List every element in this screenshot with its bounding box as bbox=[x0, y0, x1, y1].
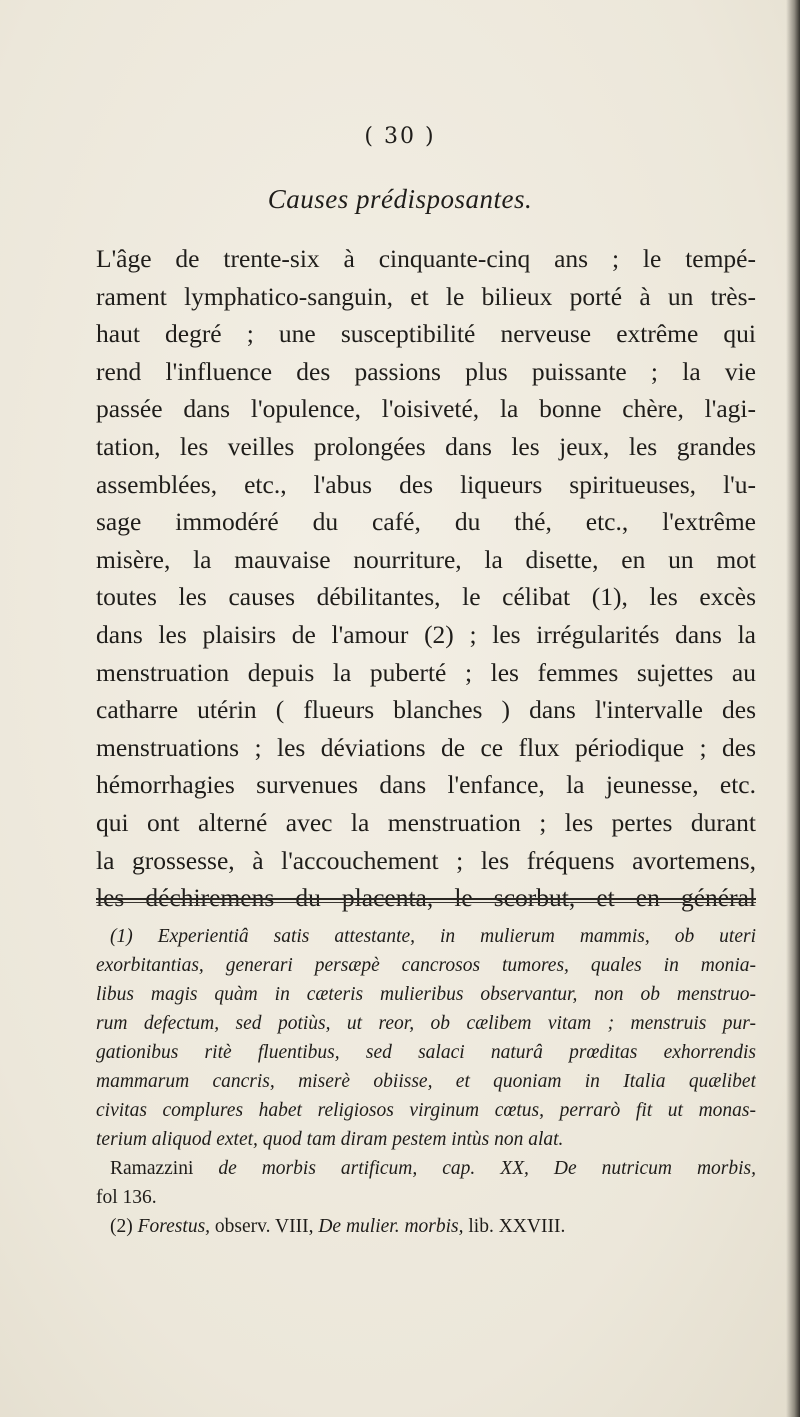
body-line: catharre utérin ( flueurs blanches ) dans l'intervalle des bbox=[96, 695, 756, 725]
body-line: sage immodéré du café, du thé, etc., l'extrême bbox=[96, 507, 756, 537]
body-line: passée dans l'opulence, l'oisiveté, la bonne chère, l'agi- bbox=[96, 394, 756, 424]
body-line: haut degré ; une susceptibilité nerveuse extrême qui bbox=[96, 319, 756, 349]
footnote-1-line: terium aliquod extet, quod tam diram pestem intùs non alat. bbox=[96, 1129, 564, 1150]
footnote-1-line: (1) Experientiâ satis attestante, in mulierum mammis, ob uteri bbox=[110, 926, 756, 947]
footnote-2-observation: observ. VIII, bbox=[214, 1216, 314, 1237]
footnote-1-folio: fol 136. bbox=[96, 1187, 157, 1208]
body-paragraph bbox=[96, 240, 756, 917]
footnote-2 bbox=[96, 1212, 756, 1241]
body-line: les déchiremens du placenta, le scorbut, et en général bbox=[96, 883, 756, 913]
footnote-divider bbox=[96, 898, 756, 900]
page-number: ( 30 ) bbox=[364, 124, 436, 149]
footnote-1-line: civitas complures habet religiosos virginum cœtus, perrarò fit ut monas- bbox=[96, 1100, 756, 1121]
body-line: la grossesse, à l'accouchement ; les fréquens avortemens, bbox=[96, 845, 756, 875]
footnote-divider-thin bbox=[96, 902, 756, 903]
body-line: menstruations ; les déviations de ce flux périodique ; des bbox=[96, 732, 756, 762]
footnote-2-label: (2) bbox=[110, 1216, 133, 1237]
body-line: qui ont alterné avec la menstruation ; les pertes durant bbox=[96, 807, 756, 837]
footnote-1-line: mammarum cancris, miserè obiisse, et quoniam in Italia quælibet bbox=[96, 1071, 756, 1092]
footnote-2-author: Forestus, bbox=[137, 1216, 211, 1237]
footnote-1-line: rum defectum, sed potiùs, ut reor, ob cælibem vitam ; menstruis pur- bbox=[96, 1013, 756, 1034]
body-line: rend l'influence des passions plus puissante ; la vie bbox=[96, 356, 756, 386]
footnote-1-source: de morbis artificum, cap. XX, De nutricum morbis, bbox=[218, 1158, 756, 1179]
footnote-1-line: exorbitantias, generari persæpè cancrosos tumores, quales in monia- bbox=[96, 955, 756, 976]
footnote-2-title: De mulier. morbis, bbox=[318, 1216, 464, 1237]
footnote-1-citation bbox=[96, 1154, 756, 1183]
footnote-2-book: lib. XXVIII. bbox=[468, 1216, 566, 1237]
body-line: tation, les veilles prolongées dans les jeux, les grandes bbox=[96, 431, 756, 461]
footnote-1-line: libus magis quàm in cæteris mulieribus observantur, non ob menstruo- bbox=[96, 984, 756, 1005]
body-line: toutes les causes débilitantes, le célibat (1), les excès bbox=[96, 582, 756, 612]
body-line: menstruation depuis la puberté ; les femmes sujettes au bbox=[96, 657, 756, 687]
body-line: rament lymphatico-sanguin, et le bilieux porté à un très- bbox=[96, 281, 756, 311]
body-line: dans les plaisirs de l'amour (2) ; les irrégularités dans la bbox=[96, 619, 756, 649]
footnotes bbox=[96, 922, 756, 1241]
body-line: assemblées, etc., l'abus des liqueurs spiritueuses, l'u- bbox=[96, 469, 756, 499]
footnote-1-author: Ramazzini bbox=[110, 1158, 194, 1179]
footnote-1-line: gationibus ritè fluentibus, sed salaci naturâ prœditas exhorrendis bbox=[96, 1042, 756, 1063]
section-title: Causes prédisposantes. bbox=[267, 184, 533, 214]
body-line: L'âge de trente-six à cinquante-cinq ans ; le tempé- bbox=[96, 244, 756, 273]
body-line: hémorrhagies survenues dans l'enfance, la jeunesse, etc. bbox=[96, 770, 756, 800]
body-line: misère, la mauvaise nourriture, la disette, en un mot bbox=[96, 544, 756, 574]
